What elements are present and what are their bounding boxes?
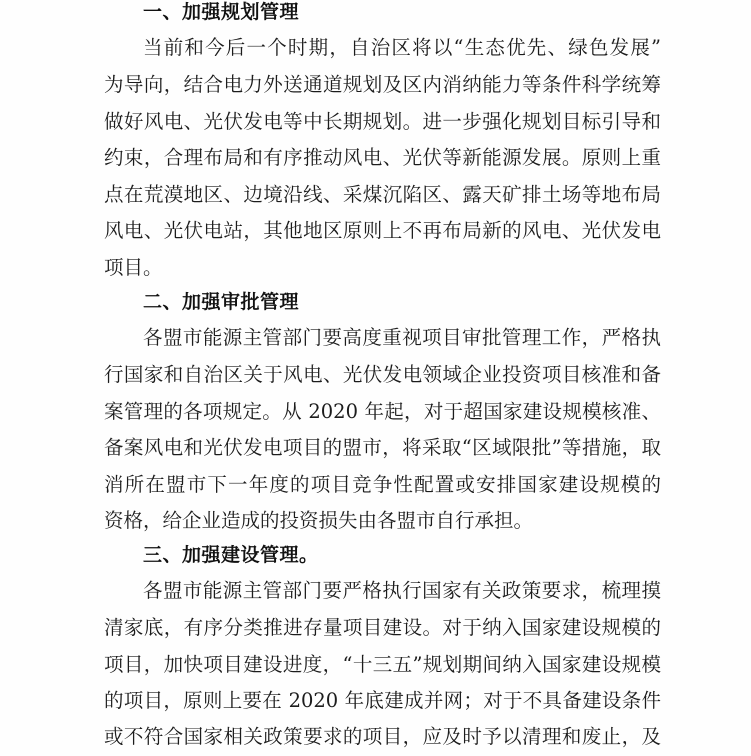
paragraph-line: 案管理的各项规定。从 2020 年起，对于超国家建设规模核准、: [104, 400, 661, 423]
paragraph-line: 做好风电、光伏发电等中长期规划。进一步强化规划目标引导和: [104, 110, 661, 133]
paragraph-line: 各盟市能源主管部门要严格执行国家有关政策要求，梳理摸: [143, 579, 661, 602]
paragraph-line: 的项目，原则上要在 2020 年底建成并网；对于不具备建设条件: [104, 689, 661, 712]
section-heading-approval: 二、加强审批管理: [143, 291, 300, 313]
paragraph-line: 项目，加快项目建设进度，“十三五”规划期间纳入国家建设规模: [104, 653, 661, 676]
section-heading-planning: 一、加强规划管理: [143, 1, 300, 23]
section-heading-construction: 三、加强建设管理。: [143, 544, 319, 566]
paragraph-line: 点在荒漠地区、边境沿线、采煤沉陷区、露天矿排土场等地布局: [104, 183, 661, 206]
paragraph-line: 项目。: [104, 256, 163, 279]
paragraph-line: 风电、光伏电站，其他地区原则上不再布局新的风电、光伏发电: [104, 219, 661, 242]
paragraph-line: 或不符合国家相关政策要求的项目，应及时予以清理和废止，及: [104, 725, 661, 748]
paragraph-line: 行国家和自治区关于风电、光伏发电领域企业投资项目核准和备: [104, 363, 661, 386]
paragraph-line: 备案风电和光伏发电项目的盟市，将采取“区域限批”等措施，取: [104, 436, 661, 459]
paragraph-line: 当前和今后一个时期，自治区将以“生态优先、绿色发展”: [143, 36, 661, 59]
paragraph-line: 各盟市能源主管部门要高度重视项目审批管理工作，严格执: [143, 326, 661, 349]
paragraph-line: 为导向，结合电力外送通道规划及区内消纳能力等条件科学统筹: [104, 73, 661, 96]
paragraph-line: 资格，给企业造成的投资损失由各盟市自行承担。: [104, 509, 534, 532]
paragraph-line: 清家底，有序分类推进存量项目建设。对于纳入国家建设规模的: [104, 616, 661, 639]
paragraph-line: 约束，合理布局和有序推动风电、光伏等新能源发展。原则上重: [104, 146, 661, 169]
paragraph-line: 消所在盟市下一年度的项目竞争性配置或安排国家建设规模的: [104, 473, 661, 496]
